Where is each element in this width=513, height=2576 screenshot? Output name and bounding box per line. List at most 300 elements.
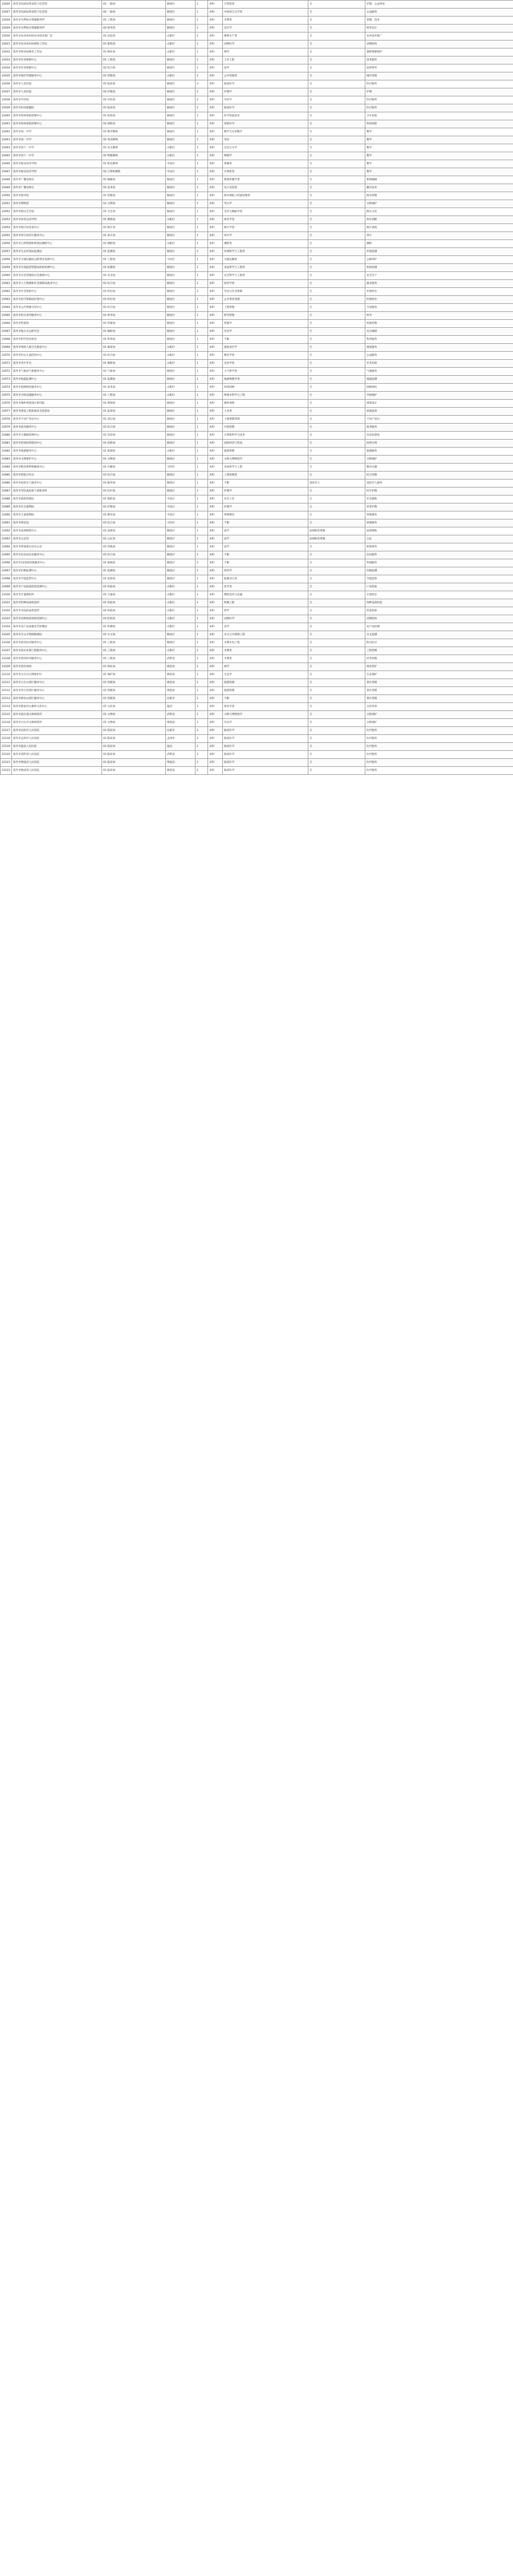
row-remark: 计量检定 xyxy=(365,591,513,599)
row-major: 社会工作 xyxy=(223,495,308,503)
row-position: 01 畜牧岗 xyxy=(102,40,166,48)
row-code: 23110 xyxy=(1,671,12,679)
row-unit: 焦作市南水北调工程服务中心 xyxy=(12,647,102,655)
row-position: 01 工程岗 xyxy=(102,639,166,647)
row-education: 本科 xyxy=(208,480,223,487)
row-position: 01 水文岗 xyxy=(102,631,166,639)
row-education: 本科 xyxy=(208,56,223,64)
table-row xyxy=(1,104,513,112)
row-education: 本科 xyxy=(208,40,223,48)
row-county: 山阳区 xyxy=(166,216,196,224)
row-major: 文物与博物馆学 xyxy=(223,711,308,719)
table-row xyxy=(1,336,513,344)
row-county: 山阳区 xyxy=(166,344,196,352)
row-position: 01 监测岗 xyxy=(102,248,166,256)
row-position: 01 接线岗 xyxy=(102,559,166,567)
row-remark: 审计 xyxy=(365,232,513,240)
row-education: 本科 xyxy=(208,519,223,527)
row-unit: 焦作市农业农村局畜牧工作站 xyxy=(12,40,102,48)
row-position: 01 文博岗 xyxy=(102,200,166,208)
row-major: 护理学 xyxy=(223,503,308,511)
row-education: 本科 xyxy=(208,583,223,591)
row-unit: 焦作市图书馆 xyxy=(12,192,102,200)
row-county: 解放区 xyxy=(166,368,196,376)
row-major: 动物医学 xyxy=(223,40,308,48)
row-major: 不限 xyxy=(223,559,308,567)
row-education: 本科 xyxy=(208,72,223,80)
row-unit: 焦作市月山寺文物保管所 xyxy=(12,719,102,727)
table-row xyxy=(1,320,513,328)
row-position: 01 康复岗 xyxy=(102,344,166,352)
row-position: 01 监督岗 xyxy=(102,408,166,416)
row-count: 1 xyxy=(196,40,208,48)
row-county: 博爱县 xyxy=(166,759,196,767)
row-remark: 教学 xyxy=(365,144,513,152)
row-position: 01 防疫岗 xyxy=(102,615,166,623)
row-remark: 市政维护 xyxy=(365,392,513,400)
row-county: 解放区 xyxy=(166,328,196,336)
row-unit: 焦作市粮食和物资储备中心 xyxy=(12,464,102,472)
row-education: 本科 xyxy=(208,759,223,767)
row-county: 解放区 xyxy=(166,472,196,480)
row-county: 解放区 xyxy=(166,336,196,344)
row-requirement: 无 xyxy=(308,128,365,136)
row-unit: 焦作市第一中学 xyxy=(12,136,102,144)
row-remark: 统计调查 xyxy=(365,224,513,232)
table-row xyxy=(1,615,513,623)
table-row xyxy=(1,184,513,192)
row-education: 本科 xyxy=(208,104,223,112)
row-unit: 焦作市第一中学 xyxy=(12,128,102,136)
row-unit: 焦作市交通运输局公路事业发展中心 xyxy=(12,256,102,264)
table-row xyxy=(1,751,513,759)
row-county: 解放区 xyxy=(166,176,196,184)
row-county: 解放区 xyxy=(166,128,196,136)
table-row xyxy=(1,719,513,727)
table-row xyxy=(1,136,513,144)
row-education: 本科 xyxy=(208,551,223,559)
row-education: 本科 xyxy=(208,224,223,232)
row-code: 23039 xyxy=(1,104,12,112)
row-count: 1 xyxy=(196,424,208,432)
row-requirement: 无 xyxy=(308,591,365,599)
row-count: 1 xyxy=(196,464,208,472)
table-row xyxy=(1,296,513,304)
row-county: 解放区 xyxy=(166,400,196,408)
row-requirement: 无 xyxy=(308,519,365,527)
row-count: 1 xyxy=(196,687,208,695)
row-remark: 林业管护 xyxy=(365,663,513,671)
row-county: 山阳区 xyxy=(166,152,196,160)
row-education: 本科 xyxy=(208,719,223,727)
table-row xyxy=(1,1,513,9)
row-major: 临床医学 xyxy=(223,104,308,112)
row-unit: 焦作市太行山自然保护区 xyxy=(12,671,102,679)
row-county: 山阳区 xyxy=(166,384,196,392)
row-position: 01 检验岗 xyxy=(102,583,166,591)
row-requirement: 无 xyxy=(308,112,365,120)
row-requirement: 无 xyxy=(308,304,365,312)
table-row xyxy=(1,216,513,224)
row-position: 02 财务岗 xyxy=(102,25,166,32)
row-education: 本科 xyxy=(208,663,223,671)
table-row xyxy=(1,727,513,735)
table-row xyxy=(1,176,513,184)
row-requirement: 无 xyxy=(308,368,365,376)
row-requirement: 无 xyxy=(308,615,365,623)
table-row xyxy=(1,376,513,384)
row-major: 林学 xyxy=(223,48,308,56)
table-row xyxy=(1,80,513,88)
row-requirement: 无 xyxy=(308,607,365,615)
row-education: 本科 xyxy=(208,248,223,256)
row-major: 不限 xyxy=(223,551,308,559)
row-position: 01 信息岗 xyxy=(102,432,166,440)
row-major: 文物与博物馆学 xyxy=(223,456,308,464)
row-count: 1 xyxy=(196,368,208,376)
row-position: 01 登记岗 xyxy=(102,416,166,424)
row-major: 医学检验技术 xyxy=(223,112,308,120)
row-count: 1 xyxy=(196,336,208,344)
row-count: 2 xyxy=(196,96,208,104)
row-education: 本科 xyxy=(208,432,223,440)
row-position: 01 监测岗 xyxy=(102,376,166,384)
row-count: 1 xyxy=(196,519,208,527)
row-unit: 焦作市人民医院 xyxy=(12,88,102,96)
row-county: 武陟县 xyxy=(166,751,196,759)
row-education: 本科 xyxy=(208,352,223,360)
table-row xyxy=(1,703,513,711)
table-row xyxy=(1,679,513,687)
row-education: 本科 xyxy=(208,424,223,432)
row-count: 2 xyxy=(196,248,208,256)
row-education: 本科 xyxy=(208,448,223,456)
row-education: 本科 xyxy=(208,192,223,200)
row-requirement: 无 xyxy=(308,743,365,751)
row-count: 2 xyxy=(196,743,208,751)
row-count: 1 xyxy=(196,344,208,352)
row-major: 特殊教育 xyxy=(223,511,308,519)
row-position: 01 综合岗 xyxy=(102,280,166,288)
row-requirement: 无 xyxy=(308,376,365,384)
row-major: 工商管理类 xyxy=(223,472,308,480)
row-remark: 法律援助 xyxy=(365,527,513,535)
row-remark: 医疗服务 xyxy=(365,751,513,759)
row-count: 1 xyxy=(196,192,208,200)
row-education: 本科 xyxy=(208,392,223,400)
row-unit: 焦作市社会福利院 xyxy=(12,503,102,511)
row-requirement: 无 xyxy=(308,256,365,264)
row-position: 01 规划岗 xyxy=(102,400,166,408)
row-county: 解放区 xyxy=(166,567,196,575)
row-county: 解放区 xyxy=(166,96,196,104)
row-remark: 康复服务 xyxy=(365,344,513,352)
row-count: 1 xyxy=(196,128,208,136)
row-position: 01 综合岗 xyxy=(102,519,166,527)
row-requirement: 无 xyxy=(308,703,365,711)
row-county: 解放区 xyxy=(166,1,196,9)
table-row xyxy=(1,759,513,767)
row-county: 中站区 xyxy=(166,160,196,168)
table-row xyxy=(1,328,513,336)
row-unit: 焦作市12345热线服务中心 xyxy=(12,559,102,567)
table-row xyxy=(1,647,513,655)
row-code: 23120 xyxy=(1,751,12,759)
table-row xyxy=(1,440,513,448)
table-row xyxy=(1,607,513,615)
row-remark: 文物保护 xyxy=(365,456,513,464)
row-unit: 焦作市民政局革命烈士纪念馆 xyxy=(12,1,102,9)
row-education: 本科 xyxy=(208,511,223,519)
row-requirement: 无 xyxy=(308,647,365,655)
row-major: 新闻传播学类 xyxy=(223,176,308,184)
row-county: 温县 xyxy=(166,743,196,751)
row-code: 23112 xyxy=(1,687,12,695)
table-row xyxy=(1,120,513,128)
table-row xyxy=(1,591,513,599)
row-remark: 管理、技术 xyxy=(365,17,513,25)
row-requirement: 无 xyxy=(308,312,365,320)
row-unit: 焦作市孟州市人民医院 xyxy=(12,735,102,743)
row-requirement: 无 xyxy=(308,551,365,559)
row-count: 1 xyxy=(196,703,208,711)
table-row xyxy=(1,56,513,64)
row-code: 23061 xyxy=(1,280,12,288)
row-requirement: 无 xyxy=(308,464,365,472)
row-count: 1 xyxy=(196,480,208,487)
row-count: 2 xyxy=(196,288,208,296)
row-education: 本科 xyxy=(208,567,223,575)
row-education: 本科 xyxy=(208,344,223,352)
row-major: 经济学 xyxy=(223,567,308,575)
row-unit: 焦作市武陟县人民医院 xyxy=(12,751,102,759)
row-code: 23051 xyxy=(1,200,12,208)
row-county: 解放区 xyxy=(166,288,196,296)
row-code: 23072 xyxy=(1,368,12,376)
row-requirement: 无 xyxy=(308,216,365,224)
row-requirement: 无 xyxy=(308,424,365,432)
row-code: 23057 xyxy=(1,248,12,256)
row-education: 本科 xyxy=(208,671,223,679)
row-count: 1 xyxy=(196,112,208,120)
row-position: 01 工程岗 xyxy=(102,17,166,25)
row-county: 武陟县 xyxy=(166,711,196,719)
row-requirement: 无 xyxy=(308,272,365,280)
row-count: 1 xyxy=(196,360,208,368)
row-requirement: 无 xyxy=(308,80,365,88)
row-unit: 焦作市退役军人服务中心 xyxy=(12,480,102,487)
row-remark: 医疗护理 xyxy=(365,487,513,495)
row-count: 1 xyxy=(196,527,208,535)
row-position: 02 英语教师 xyxy=(102,136,166,144)
row-unit: 焦作市国有林场 xyxy=(12,663,102,671)
row-major: 土木工程 xyxy=(223,56,308,64)
row-county: 解放区 xyxy=(166,487,196,495)
row-count: 1 xyxy=(196,591,208,599)
row-education: 本科 xyxy=(208,80,223,88)
row-position: 01 招商岗 xyxy=(102,440,166,448)
row-count: 1 xyxy=(196,448,208,456)
row-remark: 工程管理 xyxy=(365,647,513,655)
row-education: 本科 xyxy=(208,136,223,144)
row-requirement: 无 xyxy=(308,192,365,200)
row-unit: 焦作市科学技术协会 xyxy=(12,336,102,344)
row-remark: 医疗服务 xyxy=(365,759,513,767)
table-row xyxy=(1,711,513,719)
row-position: 01 数学教师 xyxy=(102,128,166,136)
table-row xyxy=(1,416,513,424)
row-unit: 焦作市嘉应观文物保管所 xyxy=(12,711,102,719)
row-county: 解放区 xyxy=(166,416,196,424)
row-count: 1 xyxy=(196,9,208,17)
row-unit: 焦作市殡仪馆 xyxy=(12,519,102,527)
row-unit: 焦作市疾病预防控制中心 xyxy=(12,120,102,128)
row-county: 修武县 xyxy=(166,663,196,671)
row-count: 1 xyxy=(196,312,208,320)
table-row xyxy=(1,25,513,32)
row-county: 解放区 xyxy=(166,56,196,64)
row-education: 本科 xyxy=(208,144,223,152)
row-remark: 档案管理 xyxy=(365,320,513,328)
row-unit: 焦作市云台山景区服务中心 xyxy=(12,679,102,687)
row-major: 水利类 xyxy=(223,17,308,25)
table-row xyxy=(1,639,513,647)
row-requirement: 无 xyxy=(308,575,365,583)
row-code: 23043 xyxy=(1,136,12,144)
row-county: 解放区 xyxy=(166,535,196,543)
row-unit: 焦作市水文水资源勘测局 xyxy=(12,631,102,639)
row-count: 1 xyxy=(196,216,208,224)
row-unit: 焦作市供销合作社 xyxy=(12,472,102,480)
row-count: 1 xyxy=(196,671,208,679)
row-code: 23045 xyxy=(1,152,12,160)
row-code: 23079 xyxy=(1,424,12,432)
row-unit: 焦作市动物疫病预防控制中心 xyxy=(12,615,102,623)
table-row xyxy=(1,527,513,535)
row-unit: 焦作市节能监察中心 xyxy=(12,575,102,583)
table-row xyxy=(1,168,513,176)
row-position: 01 临床岗 xyxy=(102,751,166,759)
row-count: 1 xyxy=(196,144,208,152)
table-row xyxy=(1,128,513,136)
row-major: 公共事业管理 xyxy=(223,296,308,304)
row-remark: 医疗服务 xyxy=(365,743,513,751)
row-education: 本科 xyxy=(208,735,223,743)
row-position: 01 中医岗 xyxy=(102,96,166,104)
row-major: 经济学类 xyxy=(223,280,308,288)
row-education: 本科 xyxy=(208,288,223,296)
row-unit: 焦作市产品质量检验检测中心 xyxy=(12,583,102,591)
row-count: 1 xyxy=(196,440,208,448)
row-county: 山阳区 xyxy=(166,48,196,56)
table-row xyxy=(1,360,513,368)
row-requirement: 无 xyxy=(308,687,365,695)
table-row xyxy=(1,655,513,663)
row-count: 1 xyxy=(196,551,208,559)
table-row xyxy=(1,152,513,160)
row-education: 本科 xyxy=(208,679,223,687)
row-code: 23091 xyxy=(1,519,12,527)
row-code: 23036 xyxy=(1,80,12,88)
row-code: 23114 xyxy=(1,703,12,711)
row-code: 23060 xyxy=(1,272,12,280)
row-remark: 教学 xyxy=(365,152,513,160)
row-major: 不限 xyxy=(223,695,308,703)
row-count: 1 xyxy=(196,280,208,288)
row-county: 解放区 xyxy=(166,104,196,112)
row-county: 解放区 xyxy=(166,184,196,192)
row-requirement: 无 xyxy=(308,296,365,304)
row-code: 23067 xyxy=(1,328,12,336)
row-unit: 焦作市人力资源和社会保障局就业中心 xyxy=(12,280,102,288)
row-remark: 财务会计 xyxy=(365,25,513,32)
row-remark: 森林资源保护 xyxy=(365,48,513,56)
row-unit: 焦作市法律援助中心 xyxy=(12,527,102,535)
table-row xyxy=(1,511,513,519)
row-education: 本科 xyxy=(208,591,223,599)
row-education: 本科 xyxy=(208,711,223,719)
row-code: 23117 xyxy=(1,727,12,735)
row-county: 山阳区 xyxy=(166,599,196,607)
row-requirement: 无 xyxy=(308,384,365,392)
row-count: 1 xyxy=(196,208,208,216)
row-major: 档案学 xyxy=(223,320,308,328)
row-major: 旅游管理 xyxy=(223,448,308,456)
row-position: 01 工程岗 xyxy=(102,655,166,663)
row-count: 2 xyxy=(196,767,208,775)
row-count: 1 xyxy=(196,184,208,192)
row-position: 01 临床岗 xyxy=(102,727,166,735)
row-major: 交通运输类 xyxy=(223,256,308,264)
row-position: 01 工程岗 xyxy=(102,56,166,64)
row-requirement: 无 xyxy=(308,352,365,360)
table-row xyxy=(1,392,513,400)
row-county: 中站区 xyxy=(166,495,196,503)
row-code: 23092 xyxy=(1,527,12,535)
row-code: 23065 xyxy=(1,312,12,320)
row-code: 23041 xyxy=(1,120,12,128)
row-code: 23093 xyxy=(1,535,12,543)
row-count: 1 xyxy=(196,272,208,280)
row-position: 01 一般岗 xyxy=(102,1,166,9)
row-major: 风景园林 xyxy=(223,384,308,392)
row-county: 山阳区 xyxy=(166,623,196,631)
row-education: 本科 xyxy=(208,464,223,472)
row-education: 本科 xyxy=(208,176,223,184)
table-row xyxy=(1,687,513,695)
row-county: 山阳区 xyxy=(166,392,196,400)
row-county: 山阳区 xyxy=(166,583,196,591)
row-county: 解放区 xyxy=(166,200,196,208)
row-position: 01 教练岗 xyxy=(102,216,166,224)
row-remark: 群众文化 xyxy=(365,208,513,216)
row-code: 23053 xyxy=(1,216,12,224)
row-code: 23086 xyxy=(1,480,12,487)
row-major: 农学 xyxy=(223,623,308,631)
row-county: 解放区 xyxy=(166,64,196,72)
row-unit: 焦作市青天河景区服务中心 xyxy=(12,687,102,695)
row-requirement: 无 xyxy=(308,264,365,272)
row-education: 本科 xyxy=(208,695,223,703)
row-remark: 特殊教育 xyxy=(365,511,513,519)
row-major: 计算机类 xyxy=(223,168,308,176)
row-position: 01 教师岗 xyxy=(102,360,166,368)
row-requirement: 无 xyxy=(308,9,365,17)
row-education: 本科 xyxy=(208,751,223,759)
row-remark: 医疗服务 xyxy=(365,727,513,735)
row-education: 本科 xyxy=(208,527,223,535)
row-unit: 焦作市市政设施服务中心 xyxy=(12,392,102,400)
